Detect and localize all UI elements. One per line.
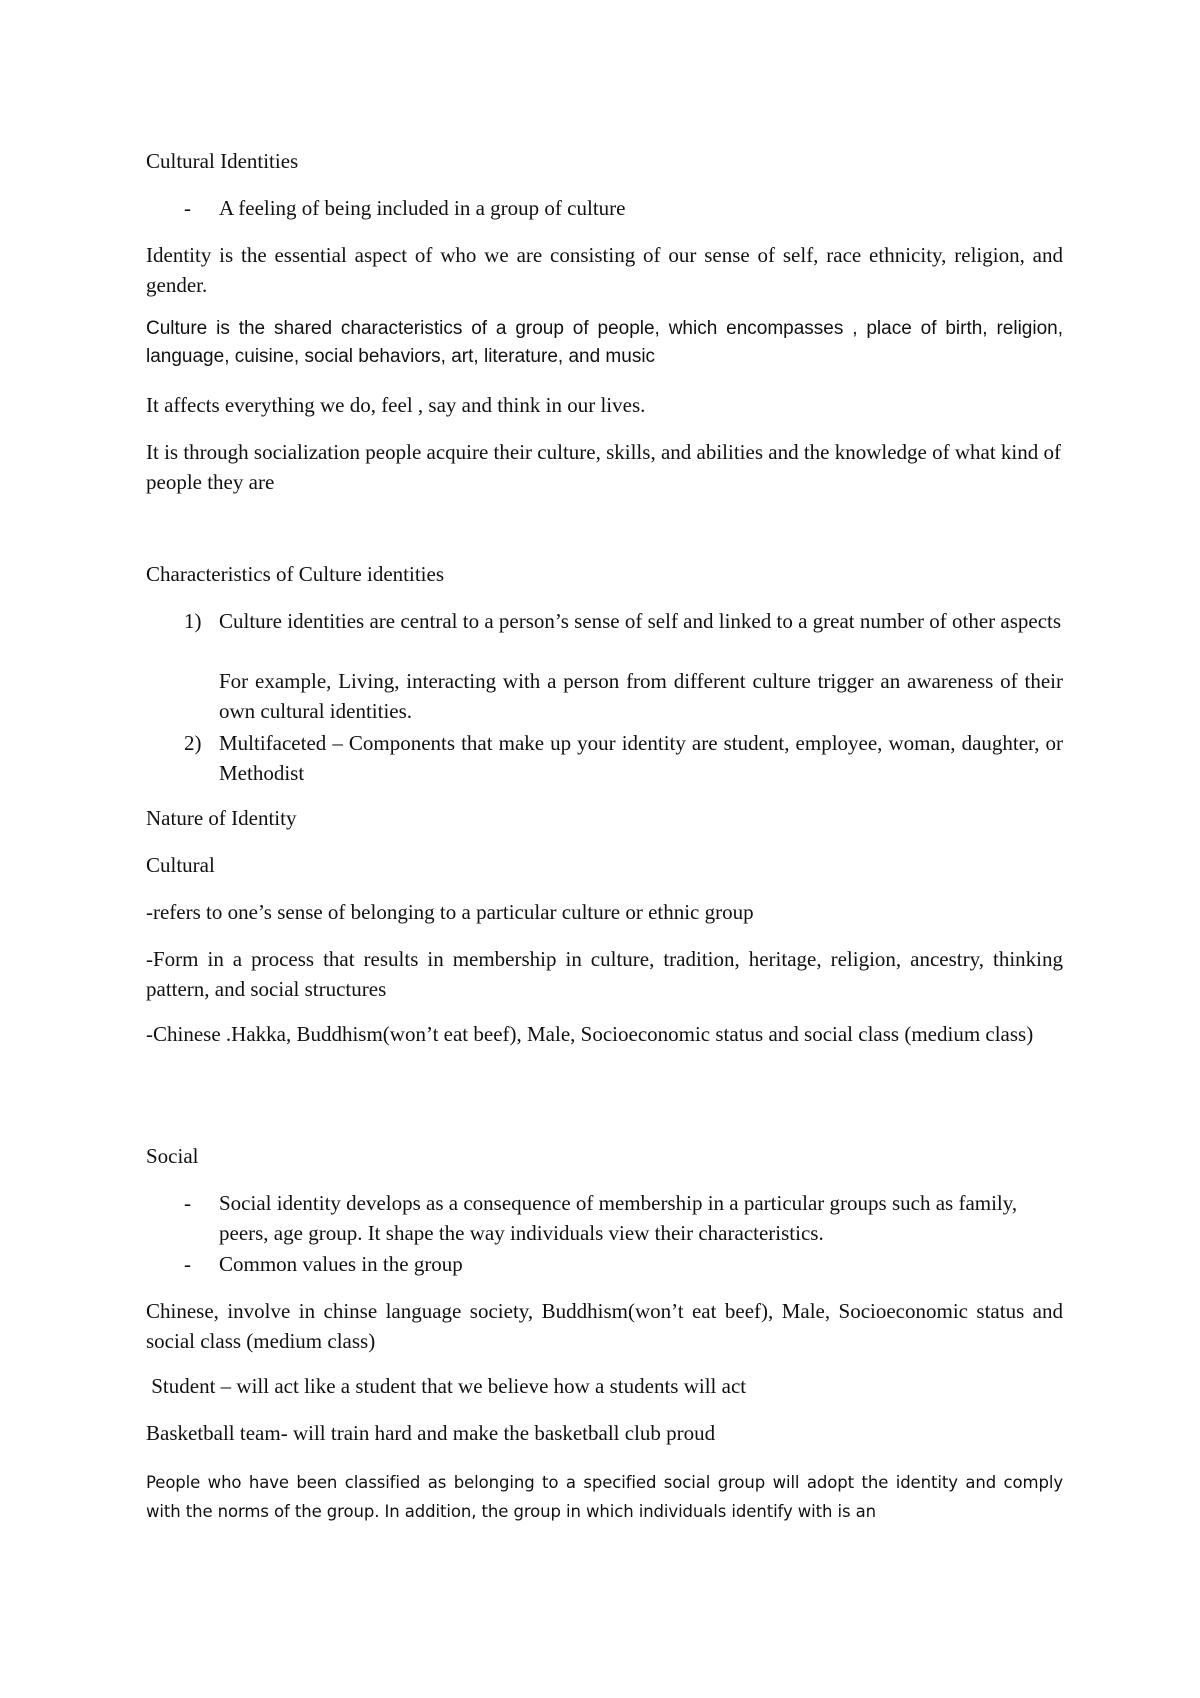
list-number: 2)	[184, 731, 202, 755]
dash-marker: -	[184, 1252, 191, 1276]
bullet-text: A feeling of being included in a group of culture	[219, 196, 626, 220]
bullet-text: Social identity develops as a consequence of membership in a particular groups such as family, peers, age group. It shape the way individuals view their characteristics.	[219, 1191, 1018, 1245]
heading-social: Social	[146, 1144, 199, 1168]
dash-marker: -	[184, 196, 191, 220]
list-item-text: Multifaceted – Components that make up your identity are student, employee, woman, daughter, or Methodist	[219, 731, 1063, 785]
example-text: For example, Living, interacting with a person from different culture trigger an awareness of their own cultural identities.	[219, 669, 1063, 723]
cultural-line: -Chinese .Hakka, Buddhism(won’t eat beef), Male, Socioeconomic status and social class (medium class)	[146, 1022, 1034, 1046]
list-number: 1)	[184, 609, 202, 633]
social-paragraph: Basketball team- will train hard and make the basketball club proud	[146, 1421, 716, 1445]
heading-nature-of-identity: Nature of Identity	[146, 806, 297, 830]
paragraph-identity: Identity is the essential aspect of who we are consisting of our sense of self, race ethnicity, religion, and gender.	[146, 243, 1063, 297]
heading-cultural: Cultural	[146, 853, 215, 877]
paragraph-culture: Culture is the shared characteristics of a group of people, which encompasses , place of birth, religion, language, cuisine, social behaviors, art, literature, and music	[146, 318, 1063, 367]
cultural-line: -refers to one’s sense of belonging to a particular culture or ethnic group	[146, 900, 754, 924]
social-paragraph: Chinese, involve in chinse language society, Buddhism(won’t eat beef), Male, Socioeconomic status and social class (medium class)	[146, 1299, 1063, 1353]
heading-characteristics: Characteristics of Culture identities	[146, 562, 444, 586]
dash-marker: -	[184, 1191, 191, 1215]
social-paragraph: People who have been classified as belonging to a specified social group will adopt the identity and comply with the norms of the group. In addition, the group in which individuals identify with is an	[146, 1473, 1063, 1521]
social-paragraph: Student – will act like a student that we believe how a students will act	[146, 1374, 747, 1398]
paragraph-socialization: It is through socialization people acquire their culture, skills, and abilities and the knowledge of what kind of people they are	[146, 440, 1062, 494]
paragraph-affects: It affects everything we do, feel , say and think in our lives.	[146, 393, 646, 417]
cultural-line: -Form in a process that results in membership in culture, tradition, heritage, religion, ancestry, thinking pattern, and social structures	[146, 947, 1063, 1001]
list-item-text: Culture identities are central to a person’s sense of self and linked to a great number of other aspects	[219, 609, 1062, 633]
heading-cultural-identities: Cultural Identities	[146, 149, 299, 173]
bullet-text: Common values in the group	[219, 1252, 463, 1276]
